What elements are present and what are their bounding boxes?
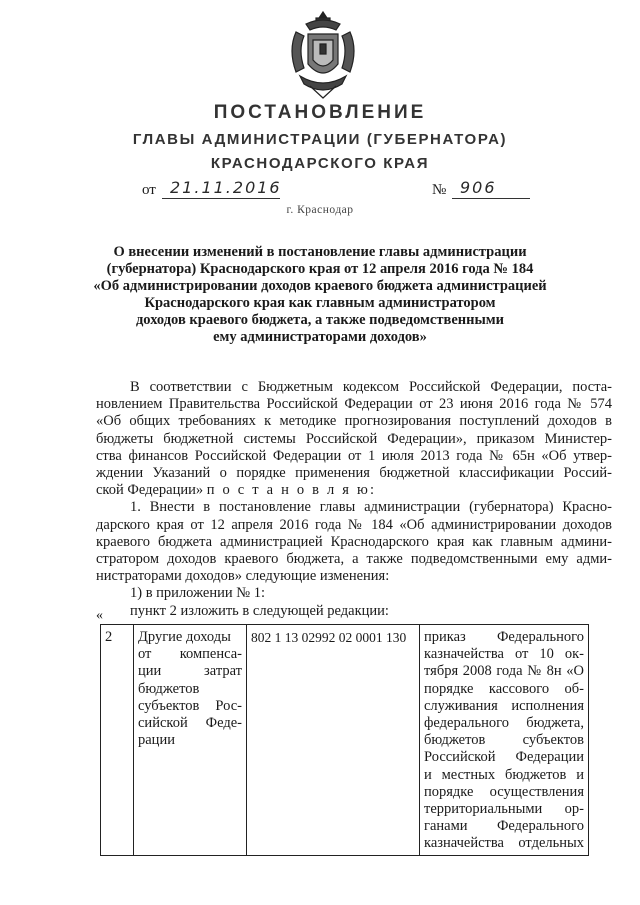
number-underline: [452, 198, 530, 199]
body-line-start: ской Федерации»: [96, 482, 204, 499]
document-title: [80, 244, 560, 346]
body-line: краевого бюджета администрацией Краснодарского края как главным админи-: [96, 533, 612, 550]
cell-line: казначейства от 10 ок-: [424, 646, 584, 663]
body-line: стратором доходов краевого бюджета, а также подведомственными ему адми-: [96, 551, 612, 568]
cell-line: казначейства отдельных: [424, 835, 584, 852]
table-cell-number: 2: [101, 625, 134, 856]
table-cell-name: [134, 625, 247, 856]
title-line: О внесении изменений в постановление главы администрации: [113, 244, 527, 260]
body-line: 1) в приложении № 1:: [130, 585, 265, 602]
table-cell-basis: [420, 625, 589, 856]
body-line: [96, 482, 612, 499]
body-line: бюджеты бюджетной системы Российской Федерации», приказом Министер-: [96, 430, 612, 447]
body-line: ства финансов Российской Федерации от 1 июля 2013 года № 65н «Об утвер-: [96, 447, 612, 464]
body-line: новлением Правительства Российской Федерации от 23 июня 2016 года № 574: [96, 396, 612, 413]
document-type-heading: ПОСТАНОВЛЕНИЕ: [213, 102, 427, 123]
title-line: (губернатора) Краснодарского края от 12 апреля 2016 года № 184: [106, 261, 534, 277]
date-handwritten: 21.11.2016: [170, 178, 282, 197]
cell-line: Российской Федерации: [424, 749, 584, 766]
body-line: нистраторами доходов» следующие изменения:: [96, 568, 390, 585]
body-line: «Об общих требованиях к методике прогнозирования поступлений доходов в: [96, 413, 612, 430]
coat-of-arms-emblem: [286, 10, 360, 100]
cell-line: и местных бюджетов и: [424, 766, 584, 783]
cell-line: бюджетов: [138, 680, 200, 697]
body-line: ждении Указаний о порядке применения бюджетной классификации Россий-: [96, 465, 612, 482]
date-label: от: [142, 182, 156, 198]
title-line: «Об администрировании доходов краевого бюджета администрацией: [93, 278, 547, 294]
document-body: [96, 379, 612, 620]
body-line: пункт 2 изложить в следующей редакции:: [130, 602, 389, 619]
body-line: 1. Внести в постановление главы администрации (губернатора) Красно-: [130, 499, 612, 516]
table-row: [101, 625, 589, 856]
cell-line: от компенса-: [138, 646, 242, 663]
body-line: В соответствии с Бюджетным кодексом Российской Федерации, поста-: [130, 379, 612, 395]
title-line: ему администраторами доходов»: [213, 329, 427, 345]
authority-heading: ГЛАВЫ АДМИНИСТРАЦИИ (ГУБЕРНАТОРА): [132, 131, 508, 148]
cell-line: порядке кассового об-: [424, 680, 584, 697]
number-handwritten: 906: [460, 178, 497, 197]
cell-line: территориальными ор-: [424, 801, 584, 818]
body-line: дарского края от 12 апреля 2016 года № 184 «Об администрировании доходов: [96, 516, 612, 533]
title-line: доходов краевого бюджета, а также подведомственными: [135, 312, 505, 328]
resolution-word: п о с т а н о в л я ю:: [206, 482, 377, 499]
quote-open-mark: «: [96, 608, 103, 623]
cell-line: ции затрат: [138, 663, 242, 680]
title-line: Краснодарского края как главным администратором: [144, 295, 496, 311]
cell-line: федерального бюджета,: [424, 715, 584, 732]
city-label: г. Краснодар: [286, 204, 354, 216]
cell-line: сийской Феде-: [138, 715, 242, 732]
cell-line: ганами Федерального: [424, 818, 584, 835]
region-heading: КРАСНОДАРСКОГО КРАЯ: [210, 155, 430, 172]
table-cell-code: 802 1 13 02992 02 0001 130: [247, 625, 420, 856]
cell-line: тября 2008 года № 8н «О: [424, 663, 584, 680]
number-label: №: [432, 182, 447, 198]
cell-line: порядке осуществления: [424, 783, 584, 800]
cell-line: служивания исполнения: [424, 697, 584, 714]
cell-line: Другие доходы: [138, 629, 231, 645]
date-underline: [162, 198, 280, 199]
cell-line: приказ Федерального: [424, 629, 584, 645]
cell-line: рации: [138, 732, 175, 749]
cell-line: бюджетов субъектов: [424, 732, 584, 749]
amendment-table: [100, 624, 589, 856]
cell-line: субъектов Рос-: [138, 697, 242, 714]
